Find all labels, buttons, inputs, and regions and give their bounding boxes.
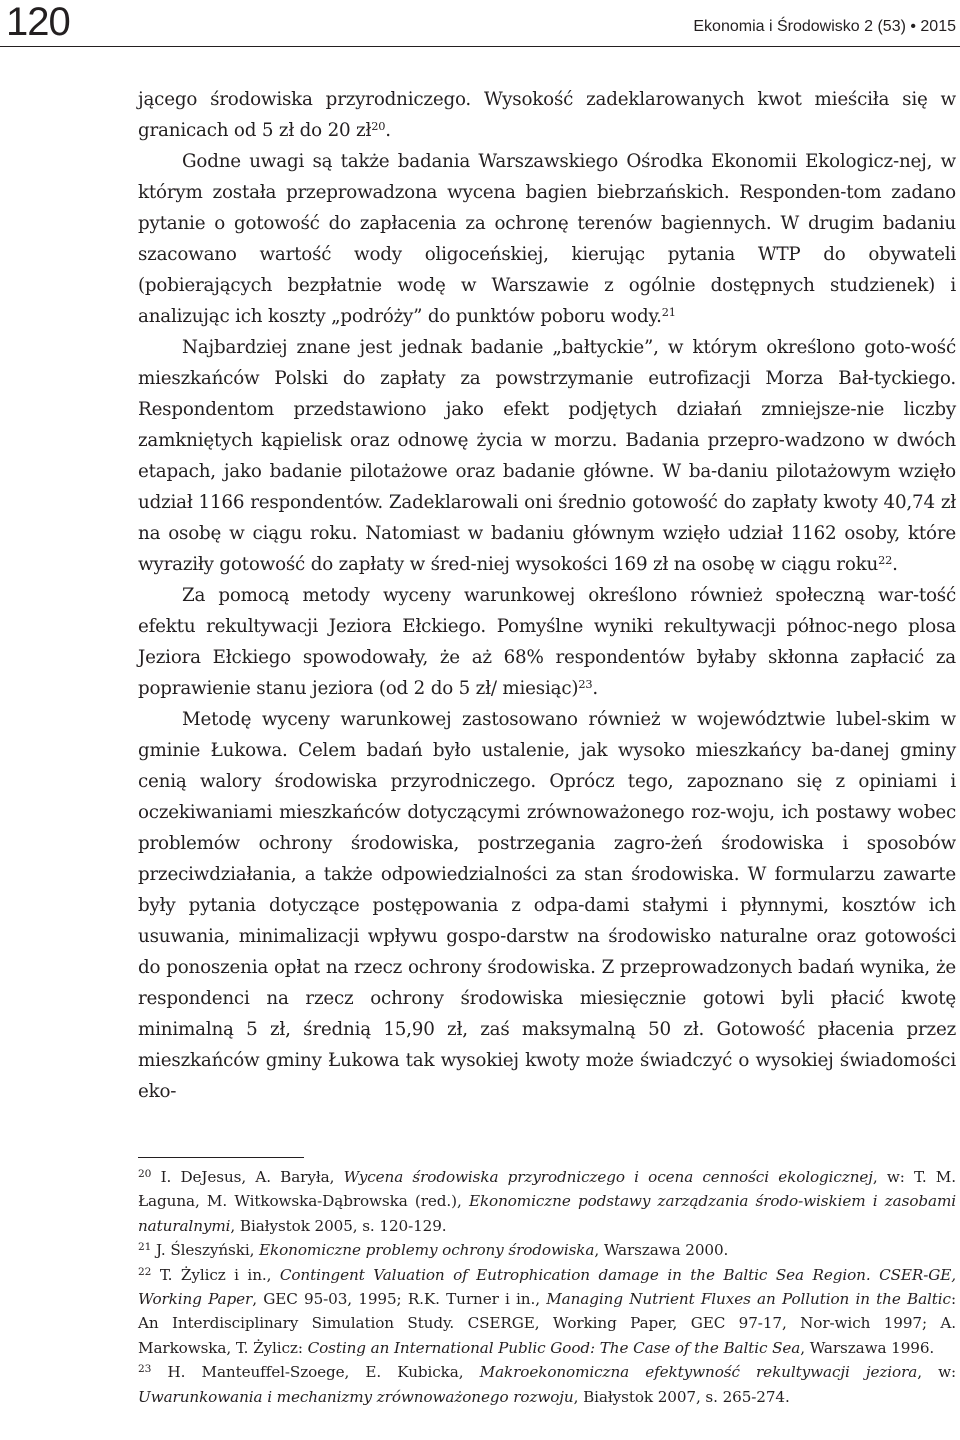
footnote-text: , Białystok 2005, s. 120-129. xyxy=(230,1216,447,1235)
footnote-title: Makroekonomiczna efektywność rekultywacji jeziora xyxy=(479,1363,918,1382)
footnote-reference: 23 xyxy=(578,676,593,691)
footnote-text: I. DeJesus, A. Baryła, xyxy=(151,1168,344,1186)
footnote-title: Uwarunkowania i mechanizmy zrównoważonego rozwoju xyxy=(138,1387,574,1406)
footnote-title: Wycena środowiska przyrodniczego i ocena cenności ekologicznej xyxy=(343,1168,873,1186)
footnote-text: H. Manteuffel-Szoege, E. Kubicka, xyxy=(151,1363,480,1382)
page-number: 120 xyxy=(6,0,70,44)
paragraph xyxy=(138,580,956,704)
journal-title: Ekonomia i Środowisko 2 (53) • 2015 xyxy=(693,18,956,35)
footnote-text: , w: T. M. Łaguna, M. Witkowska-Dąbrowska (red.), xyxy=(138,1168,956,1211)
footnote-text: : An Interdisciplinary Simulation Study. CSERGE, Working Paper, GEC 97-17, Nor-wich 1997; A. Markowska, T. Żylicz: xyxy=(138,1290,956,1357)
footnote-text: , Warszawa 1996. xyxy=(800,1338,935,1357)
paragraph xyxy=(138,84,956,146)
footnote-number: 22 xyxy=(138,1264,152,1278)
paragraph xyxy=(138,332,956,580)
paragraph-text: Najbardziej znane jest jednak badanie „bałtyckie”, w którym określono goto-wość mieszkańców Polski do zapłaty za powstrzymanie eutrofizacji Morza Bał-tyckiego. Respondentom przedstawiono jako efekt podjętych działań zmniejsze-nie liczby zamkniętych kąpielisk oraz odnowę życia w morzu. Badania przepro-wadzono w dwóch etapach, jako badanie pilotażowe oraz badanie główne. W ba-daniu pilotażowym wzięło udział 1166 respondentów. Zadeklarowali oni średnio gotowość do zapłaty kwoty 40,74 zł na osobę w ciągu roku. Natomiast w badaniu głównym wzięło udział 1162 osoby, które wyraziły gotowość do zapłaty w śred-niej wysokości 169 zł na osobę w ciągu roku xyxy=(138,337,956,575)
footnote xyxy=(138,1238,956,1262)
footnote-number: 20 xyxy=(138,1167,152,1181)
footnote-reference: 22 xyxy=(878,552,893,567)
footnote xyxy=(138,1263,956,1361)
footnote-text: , Warszawa 2000. xyxy=(594,1241,729,1260)
footnote-text: , Białystok 2007, s. 265-274. xyxy=(573,1387,790,1406)
page-header xyxy=(0,0,960,44)
main-text xyxy=(138,84,956,1107)
paragraph-text: Godne uwagi są także badania Warszawskiego Ośrodka Ekonomii Ekologicz-nej, w którym została przeprowadzona wycena bagien biebrzańskich. Responden-tom zadano pytanie o gotowość do zapłacenia za ochronę terenów bagiennych. W drugim badaniu szacowano wartość wody oligoceńskiej, kierując pytania WTP do obywateli (pobierających bezpłatnie wodę w Warszawie z ogólnie dostępnych studzienek) i analizując ich koszty „podróży” do punktów poboru wody. xyxy=(138,151,956,327)
paragraph xyxy=(138,146,956,332)
footnote-title: Ekonomiczne podstawy zarządzania środo-wiskiem i zasobami naturalnymi xyxy=(138,1192,957,1235)
footnote-reference: 20 xyxy=(371,118,386,133)
footnote-text: , GEC 95-03, 1995; R.K. Turner i in., xyxy=(252,1290,547,1309)
footnote-title: Costing an International Public Good: The Case of the Baltic Sea xyxy=(307,1338,801,1357)
footnote-divider xyxy=(138,1157,304,1158)
footnote xyxy=(138,1360,956,1409)
footnote-title: Contingent Valuation of Eutrophication damage in the Baltic Sea Region. CSER-GE, Working Paper xyxy=(138,1265,956,1309)
paragraph-text: . xyxy=(892,554,898,575)
paragraph-text: Metodę wyceny warunkowej zastosowano również w województwie lubel-skim w gminie Łukowa. Celem badań było ustalenie, jak wysoko mieszkańcy ba-danej gminy cenią walory środowiska przyrodniczego. Oprócz tego, zapoznano się z opiniami i oczekiwaniami mieszkańców dotyczącymi zrównoważonego roz-woju, ich postawy wobec problemów ochrony środowiska, postrzegania zagro-żeń środowiska i sposobów przeciwdziałania, a także odpowiedzialności za stan środowiska. W formularzu zawarte były pytania dotyczące postępowania z odpa-dami stałymi i płynnymi, kosztów ich usuwania, minimalizacji wpływu gospo-darstw na środowisko naturalne oraz gotowości do ponoszenia opłat na rzecz ochrony środowiska. Z przeprowadzonych badań wynika, że respondenci na rzecz ochrony środowiska miesięcznie gotowi byli płacić kwotę minimalną 5 zł, średnią 15,90 zł, zaś maksymalną 50 zł. Gotowość płacenia przez mieszkańców gminy Łukowa tak wysokiej kwoty może świadczyć o wysokiej świadomości eko- xyxy=(138,709,956,1102)
footnote-text: J. Śleszyński, xyxy=(151,1241,260,1260)
footnote-reference: 21 xyxy=(661,304,676,319)
paragraph-text: Za pomocą metody wyceny warunkowej określono również społeczną war-tość efektu rekultywacji Jeziora Ełckiego. Pomyślne wyniki rekultywacji północ-nego plosa Jeziora Ełckiego spowodowały, że aż 68% respondentów byłaby skłonna zapłacić za poprawienie stanu jeziora (od 2 do 5 zł/ miesiąc) xyxy=(138,585,956,699)
footnote-title: Managing Nutrient Fluxes an Pollution in the Baltic xyxy=(546,1290,951,1309)
paragraph-text: jącego środowiska przyrodniczego. Wysokość zadeklarowanych kwot mieściła się w granicach od 5 zł do 20 zł xyxy=(138,89,956,141)
paragraph-text: . xyxy=(385,120,391,141)
header-divider xyxy=(0,46,960,47)
paragraph-text: . xyxy=(592,678,598,699)
footnote-text: T. Żylicz i in., xyxy=(151,1265,280,1284)
footnote xyxy=(138,1165,956,1238)
footnotes xyxy=(138,1165,956,1409)
footnote-number: 23 xyxy=(138,1362,152,1376)
footnote-number: 21 xyxy=(138,1240,152,1254)
footnote-text: , w: xyxy=(917,1363,957,1382)
paragraph xyxy=(138,704,956,1107)
footnote-title: Ekonomiczne problemy ochrony środowiska xyxy=(259,1241,595,1260)
